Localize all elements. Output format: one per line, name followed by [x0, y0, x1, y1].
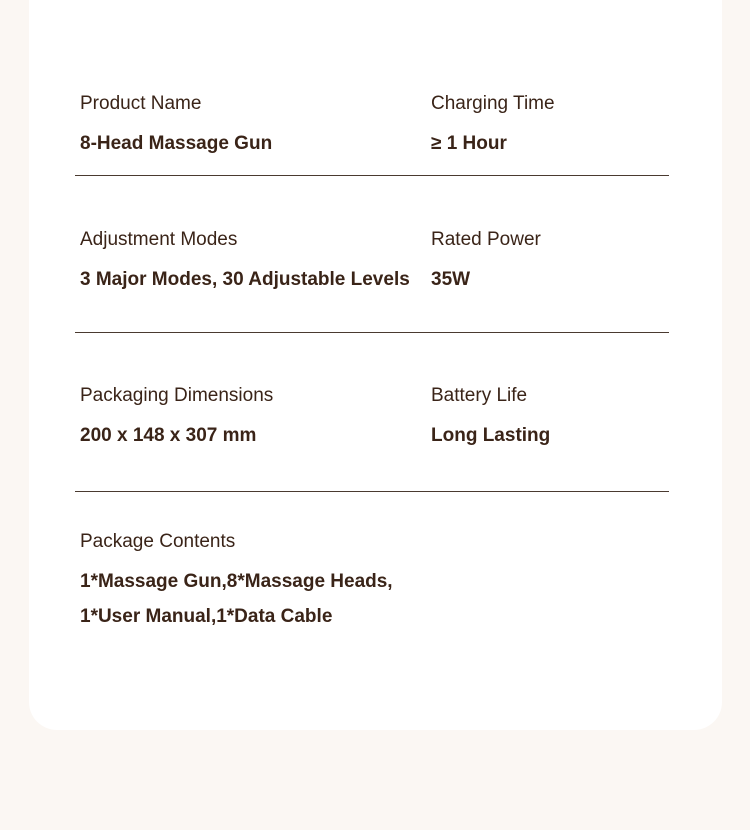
rated-power-value: 35W: [431, 269, 471, 290]
divider-3: [75, 491, 669, 492]
package-contents-label: Package Contents: [80, 531, 236, 552]
product-name-value: 8-Head Massage Gun: [80, 133, 273, 154]
charging-time-label: Charging Time: [431, 93, 555, 114]
adjustment-modes-label: Adjustment Modes: [80, 229, 238, 250]
divider-1: [75, 175, 669, 176]
rated-power-label: Rated Power: [431, 229, 541, 250]
packaging-dimensions-label: Packaging Dimensions: [80, 385, 274, 406]
divider-2: [75, 332, 669, 333]
package-contents-value-line2: 1*User Manual,1*Data Cable: [80, 606, 333, 627]
package-contents-value-line1: 1*Massage Gun,8*Massage Heads,: [80, 571, 393, 592]
packaging-dimensions-value: 200 x 148 x 307 mm: [80, 425, 257, 446]
adjustment-modes-value: 3 Major Modes, 30 Adjustable Levels: [80, 269, 410, 290]
battery-life-value: Long Lasting: [431, 425, 551, 446]
battery-life-label: Battery Life: [431, 385, 528, 406]
product-name-label: Product Name: [80, 93, 202, 114]
charging-time-value: ≥ 1 Hour: [431, 133, 507, 154]
